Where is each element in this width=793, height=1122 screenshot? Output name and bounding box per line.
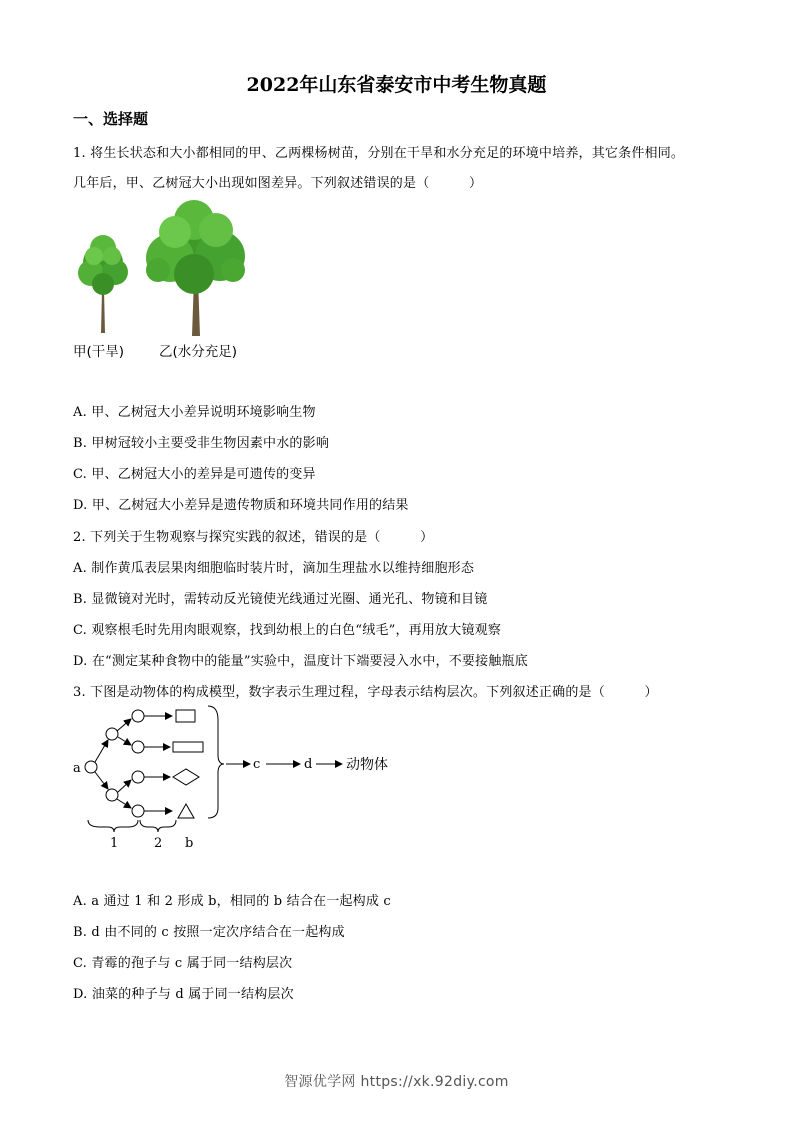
cell-circle <box>132 710 144 722</box>
animal-structure-diagram <box>70 700 410 860</box>
large-tree-image <box>146 200 245 336</box>
q2-option-b: B. 显微镜对光时，需转动反光镜使光线通过光圈、通光孔、物镜和目镜 <box>73 592 488 607</box>
tissue-square <box>176 710 195 722</box>
label-c: c <box>253 757 261 772</box>
label-b: b <box>185 836 194 851</box>
q3-option-a: A. a 通过 1 和 2 形成 b，相同的 b 结合在一起构成 c <box>73 894 391 909</box>
cell-circle <box>132 741 144 753</box>
q3-option-d: D. 油菜的种子与 d 属于同一结构层次 <box>73 987 294 1002</box>
label-animal-body: 动物体 <box>346 757 388 773</box>
q1-stem-line2: 几年后，甲、乙树冠大小出现如图差异。下列叙述错误的是（ ） <box>73 176 483 191</box>
q2-stem: 2. 下列关于生物观察与探究实践的叙述，错误的是（ ） <box>73 530 434 545</box>
q2-option-d: D. 在“测定某种食物中的能量”实验中，温度计下端要浸入水中，不要接触瓶底 <box>73 654 528 669</box>
small-tree-image <box>78 235 128 333</box>
tree-caption-yi: 乙(水分充足) <box>159 344 238 360</box>
cell-circle <box>132 805 144 817</box>
q3-option-c: C. 青霉的孢子与 c 属于同一结构层次 <box>73 956 293 971</box>
cell-circle <box>85 761 97 773</box>
q1-option-b: B. 甲树冠较小主要受非生物因素中水的影响 <box>73 436 330 451</box>
page-title: 2022年山东省泰安市中考生物真题 <box>246 74 547 96</box>
q1-option-d: D. 甲、乙树冠大小差异是遗传物质和环境共同作用的结果 <box>73 498 409 513</box>
label-a: a <box>73 761 81 776</box>
label-2: 2 <box>154 836 163 851</box>
q2-option-c: C. 观察根毛时先用肉眼观察，找到幼根上的白色“绒毛”，再用放大镜观察 <box>73 623 502 638</box>
brace-1 <box>88 820 138 832</box>
right-brace <box>208 706 224 818</box>
q1-stem-line1: 1. 将生长状态和大小都相同的甲、乙两棵杨树苗，分别在干旱和水分充足的环境中培养，其它条件相同。 <box>73 146 685 161</box>
tree-caption-jia: 甲(干旱) <box>73 344 125 360</box>
cell-circle <box>106 728 118 740</box>
trees-figure <box>70 198 260 343</box>
brace-2 <box>140 820 176 832</box>
tissue-triangle <box>178 804 194 818</box>
label-d: d <box>304 757 313 772</box>
section-heading: 一、选择题 <box>73 110 149 128</box>
q1-option-a: A. 甲、乙树冠大小差异说明环境影响生物 <box>73 405 316 420</box>
tissue-rectangle <box>173 742 203 752</box>
q2-option-a: A. 制作黄瓜表层果肉细胞临时装片时，滴加生理盐水以维持细胞形态 <box>73 561 475 576</box>
q3-option-b: B. d 由不同的 c 按照一定次序结合在一起构成 <box>73 925 345 940</box>
footer-watermark: 智源优学网 https://xk.92diy.com <box>284 1074 509 1090</box>
q3-stem: 3. 下图是动物体的构成模型，数字表示生理过程，字母表示结构层次。下列叙述正确的是（ ） <box>73 685 658 700</box>
q1-option-c: C. 甲、乙树冠大小的差异是可遗传的变异 <box>73 467 316 482</box>
cell-circle <box>132 771 144 783</box>
tissue-diamond <box>173 769 199 785</box>
cell-circle <box>106 789 118 801</box>
label-1: 1 <box>110 836 119 851</box>
